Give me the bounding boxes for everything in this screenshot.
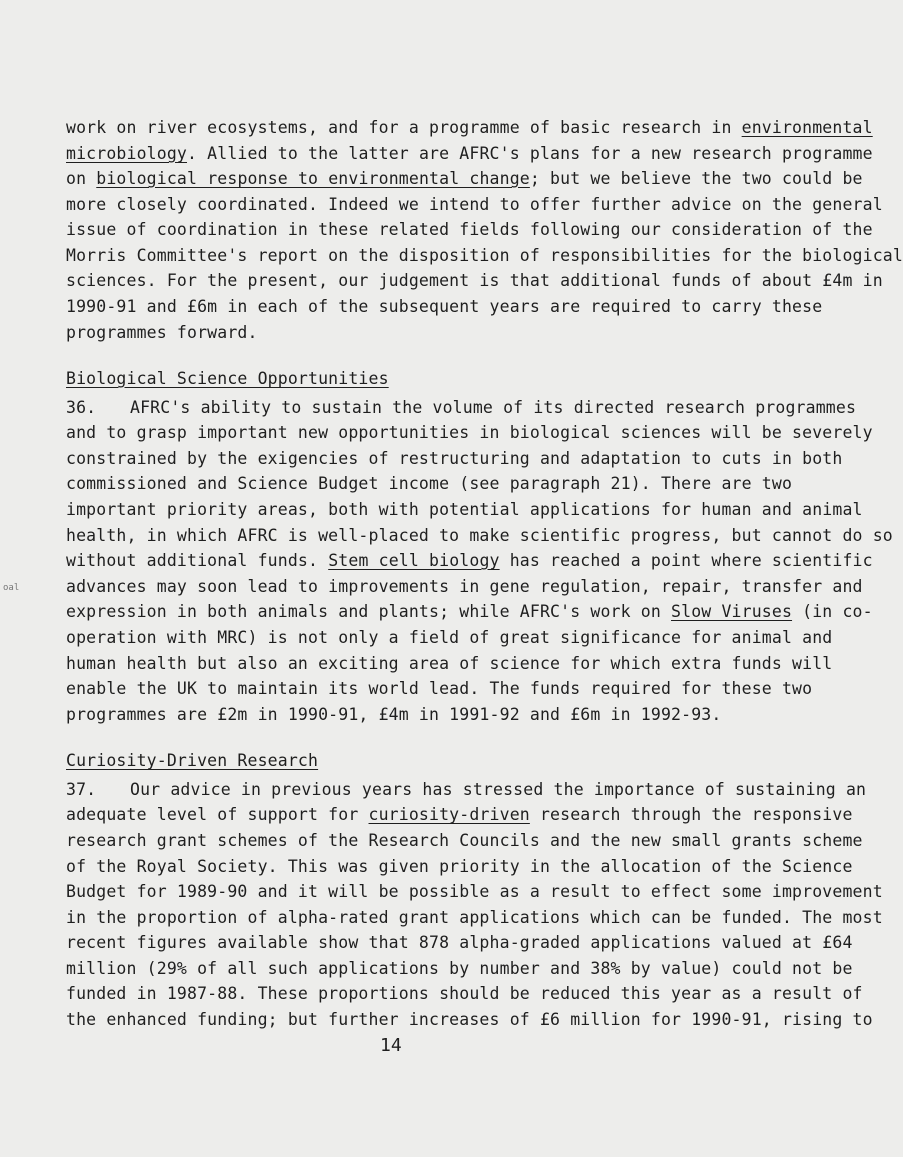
underlined-term: Slow Viruses (671, 602, 793, 621)
text-line (66, 474, 793, 494)
paragraph-number: 36. (66, 398, 97, 417)
text-line (66, 449, 843, 469)
underlined-term: Curiosity-Driven Research (66, 751, 319, 770)
text-run: work on river ecosystems, and for a programme of basic research in (66, 118, 742, 137)
text-run: recent figures available show that 878 alpha-graded applications valued at £64 (66, 933, 853, 952)
text-run: human health but also an exciting area of science for which extra funds will (66, 654, 833, 673)
text-run: commissioned and Science Budget income (see paragraph 21). There are two (66, 474, 793, 493)
text-line (66, 831, 863, 851)
text-run: enable the UK to maintain its world lead. The funds required for these two (66, 679, 813, 698)
text-run: research grant schemes of the Research Councils and the new small grants scheme (66, 831, 863, 850)
text-run: sciences. For the present, our judgement is that additional funds of about £4m in (66, 271, 883, 290)
underlined-term: Stem cell biology (328, 551, 500, 570)
text-line (66, 398, 857, 418)
text-line (66, 526, 893, 546)
text-line (66, 705, 766, 725)
text-run: (in co- (792, 602, 873, 621)
underlined-term: curiosity-driven (368, 805, 530, 824)
text-line (66, 984, 863, 1004)
text-line (66, 297, 823, 317)
text-line (66, 654, 833, 674)
text-run: more closely coordinated. Indeed we intend to offer further advice on the general (66, 195, 883, 214)
text-line (66, 577, 863, 597)
text-line (66, 933, 853, 953)
text-line (66, 908, 883, 928)
text-run: . Allied to the latter are AFRC's plans for a new research programme (187, 144, 873, 163)
text-line (66, 169, 863, 189)
text-line (66, 751, 766, 771)
text-line (66, 628, 833, 648)
underlined-term: biological response to environmental change (96, 169, 530, 188)
underlined-term: environmental (741, 118, 873, 137)
text-line (66, 780, 867, 800)
text-line (66, 195, 883, 215)
text-run: without additional funds. (66, 551, 329, 570)
text-run: ; but we believe the two could be (529, 169, 863, 188)
text-run: health, in which AFRC is well-placed to make scientific progress, but cannot do so (66, 526, 893, 545)
text-run: programmes forward. (66, 323, 258, 342)
text-run: Our advice in previous years has stressed the importance of sustaining an (130, 780, 867, 799)
text-run: expression in both animals and plants; while AFRC's work on (66, 602, 672, 621)
text-line (66, 118, 873, 138)
underlined-term: microbiology (66, 144, 188, 163)
text-line (66, 369, 766, 389)
text-line (66, 500, 863, 520)
text-line (66, 857, 853, 877)
paragraph-number: 37. (66, 780, 97, 799)
text-line (66, 959, 853, 979)
text-run: research through the responsive (529, 805, 853, 824)
margin-annotation: oal (3, 583, 20, 593)
text-run: Morris Committee's report on the disposition of responsibilities for the biological (66, 246, 903, 265)
text-line (66, 679, 813, 699)
text-run: constrained by the exigencies of restructuring and adaptation to cuts in both (66, 449, 843, 468)
text-line (66, 1010, 873, 1030)
text-run: in the proportion of alpha-rated grant applications which can be funded. The most (66, 908, 883, 927)
underlined-term: Biological Science Opportunities (66, 369, 389, 388)
text-run: 1990-91 and £6m in each of the subsequent years are required to carry these (66, 297, 823, 316)
text-run: the enhanced funding; but further increases of £6 million for 1990-91, rising to (66, 1010, 873, 1029)
text-run: advances may soon lead to improvements in gene regulation, repair, transfer and (66, 577, 863, 596)
text-run: funded in 1987-88. These proportions should be reduced this year as a result of (66, 984, 863, 1003)
text-line (66, 271, 883, 291)
text-line (66, 602, 873, 622)
text-run: operation with MRC) is not only a field of great significance for animal and (66, 628, 833, 647)
page-number: 14 (380, 1035, 402, 1056)
text-run: issue of coordination in these related fields following our consideration of the (66, 220, 873, 239)
text-run: million (29% of all such applications by number and 38% by value) could not be (66, 959, 853, 978)
text-run: of the Royal Society. This was given priority in the allocation of the Science (66, 857, 853, 876)
text-run: programmes are £2m in 1990-91, £4m in 1991-92 and £6m in 1992-93. (66, 705, 722, 724)
text-run: has reached a point where scientific (499, 551, 873, 570)
text-run: on (66, 169, 97, 188)
text-line (66, 551, 873, 571)
text-run: adequate level of support for (66, 805, 369, 824)
text-line (66, 423, 873, 443)
text-line (66, 144, 873, 164)
text-line (66, 882, 883, 902)
text-line (66, 323, 766, 343)
text-run: Budget for 1989-90 and it will be possible as a result to effect some improvement (66, 882, 883, 901)
text-run: important priority areas, both with potential applications for human and animal (66, 500, 863, 519)
text-run: and to grasp important new opportunities in biological sciences will be severely (66, 423, 873, 442)
text-line (66, 805, 853, 825)
text-line (66, 246, 903, 266)
text-run: AFRC's ability to sustain the volume of its directed research programmes (130, 398, 857, 417)
text-line (66, 220, 873, 240)
